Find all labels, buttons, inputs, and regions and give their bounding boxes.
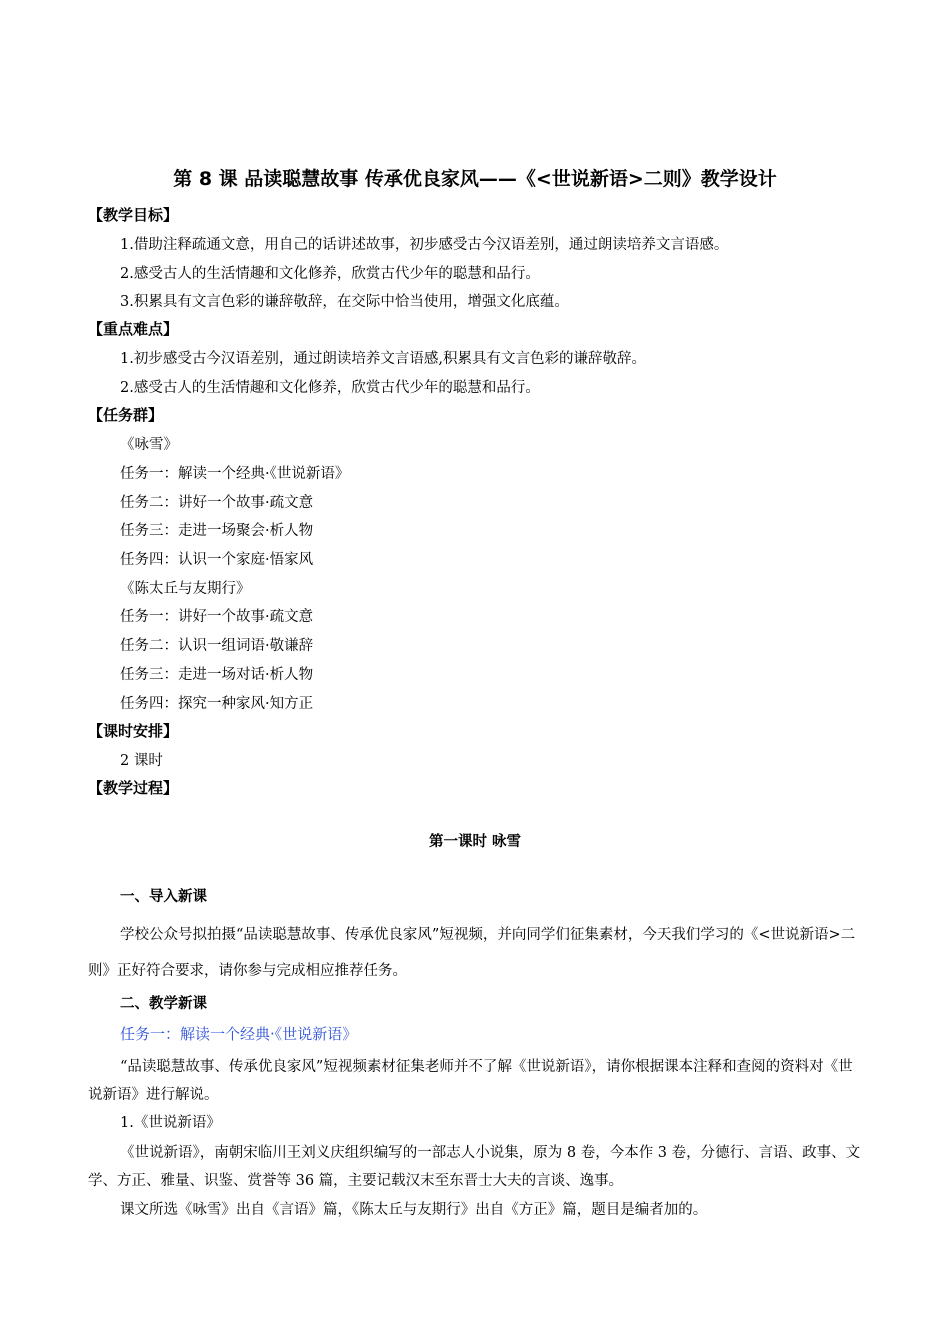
schedule-value: 2 课时 (120, 753, 163, 769)
sub1-paragraph: 《世说新语》，南朝宋临川王刘义庆组织编写的一部志人小说集，原为 8 卷，今本作 3 卷，分德行、言语、政事、文学、方正、雅量、识鉴、赏誉等 36 篇，主要记载汉末至东晋士大夫的言谈、逸事。 (88, 1145, 861, 1189)
section-heading-process: 【教学过程】 (88, 779, 179, 797)
intro-heading: 一、导入新课 (120, 889, 207, 905)
goal-item: 3.积累具有文言色彩的谦辞敬辞，在交际中恰当使用，增强文化底蕴。 (120, 294, 569, 310)
task-item: 任务二：讲好一个故事·疏文意 (120, 495, 314, 511)
section-heading-goals: 【教学目标】 (88, 206, 179, 224)
sub1-heading: 1.《世说新语》 (120, 1115, 221, 1131)
section-heading-key: 【重点难点】 (88, 320, 179, 338)
lesson-title: 第一课时 咏雪 (428, 834, 522, 850)
goal-item: 2.感受古人的生活情趣和文化修养，欣赏古代少年的聪慧和品行。 (120, 266, 540, 282)
newlesson-heading: 二、教学新课 (120, 996, 207, 1012)
task-item: 任务三：走进一场聚会·析人物 (120, 523, 314, 539)
page-title: 第 8 课 品读聪慧故事 传承优良家风——《<世说新语>二则》教学设计 (173, 168, 777, 190)
section-heading-tasks: 【任务群】 (88, 406, 164, 424)
task-item: 任务一：解读一个经典·《世说新语》 (120, 466, 350, 482)
task-item: 任务四：探究一种家风·知方正 (120, 696, 314, 712)
key-item: 2.感受古人的生活情趣和文化修养，欣赏古代少年的聪慧和品行。 (120, 380, 540, 396)
task-item: 任务四：认识一个家庭·悟家风 (120, 552, 314, 568)
section-heading-schedule: 【课时安排】 (88, 722, 179, 740)
intro-paragraph: 学校公众号拟拍摄“品读聪慧故事、传承优良家风”短视频，并向同学们征集素材，今天我们学习的《<世说新语>二则》正好符合要求，请你参与完成相应推荐任务。 (88, 927, 856, 979)
sub1-paragraph-2: 课文所选《咏雪》出自《言语》篇，《陈太丘与友期行》出自《方正》篇，题目是编者加的。 (120, 1202, 708, 1218)
key-item: 1.初步感受古今汉语差别，通过朗读培养文言语感,积累具有文言色彩的谦辞敬辞。 (120, 351, 646, 367)
task-item: 任务三：走进一场对话·析人物 (120, 667, 314, 683)
task-item: 《咏雪》 (120, 437, 178, 453)
task-item: 任务二：认识一组词语·敬谦辞 (120, 638, 314, 654)
task-item: 任务一：讲好一个故事·疏文意 (120, 609, 314, 625)
task1-paragraph: “品读聪慧故事、传承优良家风”短视频素材征集老师并不了解《世说新语》，请你根据课本注释和查阅的资料对《世说新语》进行解说。 (88, 1059, 853, 1103)
task1-heading: 任务一：解读一个经典·《世说新语》 (120, 1025, 358, 1043)
task-item: 《陈太丘与友期行》 (120, 581, 251, 597)
goal-item: 1.借助注释疏通文意，用自己的话讲述故事，初步感受古今汉语差别，通过朗读培养文言语感。 (120, 237, 729, 253)
